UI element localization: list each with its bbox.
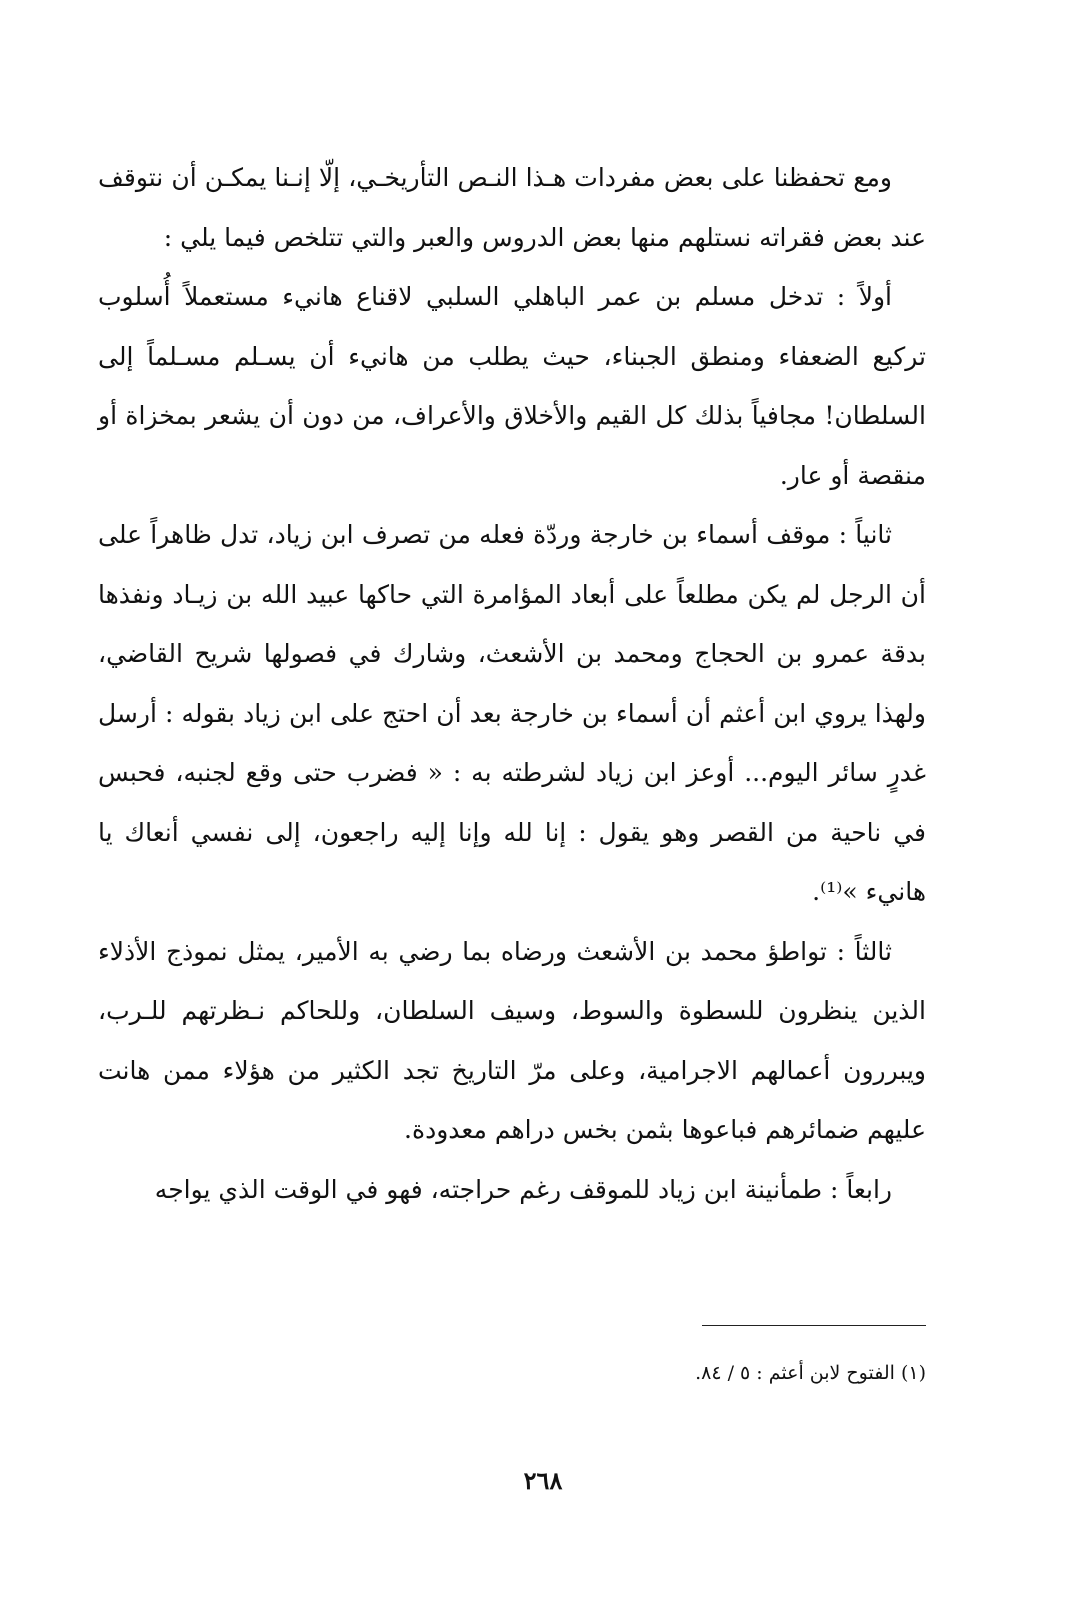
footnote-separator bbox=[702, 1325, 926, 1326]
page-number: ٢٦٨ bbox=[523, 1466, 563, 1495]
paragraph-fourth-point: رابعاً : طمأنينة ابن زياد للموقف رغم حراجته، فهو في الوقت الذي يواجه bbox=[154, 1174, 892, 1204]
paragraph-second-point: ثانياً : موقف أسماء بن خارجة وردّة فعله من تصرف ابن زياد، تدل ظاهراً على أن الرجل لم يكن مطلعاً على أبعاد المؤامرة التي حاكها عبيد الله بن زيـاد ونفذها بدقة عمرو بن الحجاج ومحمد بن الأشعث، وشارك في فصولها شريح القاضي، ولهذا يروي ابن أعثم أن أسماء بن خارجة بعد أن احتج على ابن زياد بقوله : أرسل غدرٍ سائر اليوم... أوعز ابن زياد لشرطته به : « فضرب حتى وقع لجنبه، فحبس في ناحية من القصر وهو يقول : إنا لله وإنا إليه راجعون، إلى نفسي أنعاك يا هانيء »⁽¹⁾. bbox=[98, 520, 926, 906]
footnote: (١) الفتوح لابن أعثم : ٥ / ٨٤. bbox=[695, 1362, 926, 1384]
paragraph-third-point: ثالثاً : تواطؤ محمد بن الأشعث ورضاه بما رضي به الأمير، يمثل نموذج الأذلاء الذين ينظرون للسطوة والسوط، وسيف السلطان، وللحاكم نـظرتهم للـرب، ويبررون أعمالهم الاجرامية، وعلى مرّ التاريخ تجد الكثير من هؤلاء ممن هانت عليهم ضمائرهم فباعوها بثمن بخس دراهم معدودة. bbox=[98, 936, 926, 1144]
paragraph-first-point: أولاً : تدخل مسلم بن عمر الباهلي السلبي لاقناع هانيء مستعملاً أُسلوب تركيع الضعفاء ومنطق الجبناء، حيث يطلب من هانيء أن يسـلم مسـلماً إلى السلطان! مجافياً بذلك كل القيم والأخلاق والأعراف، من دون أن يشعر بمخزاة أو منقصة أو عار. bbox=[98, 282, 926, 490]
paragraph-intro: ومع تحفظنا على بعض مفردات هـذا النـص التأريخـي، إلّا إنـنا يمكـن أن نتوقف عند بعض فقراته نستلهم منها بعض الدروس والعبر والتي تتلخص فيما يلي : bbox=[98, 163, 926, 252]
main-text bbox=[98, 148, 926, 1219]
